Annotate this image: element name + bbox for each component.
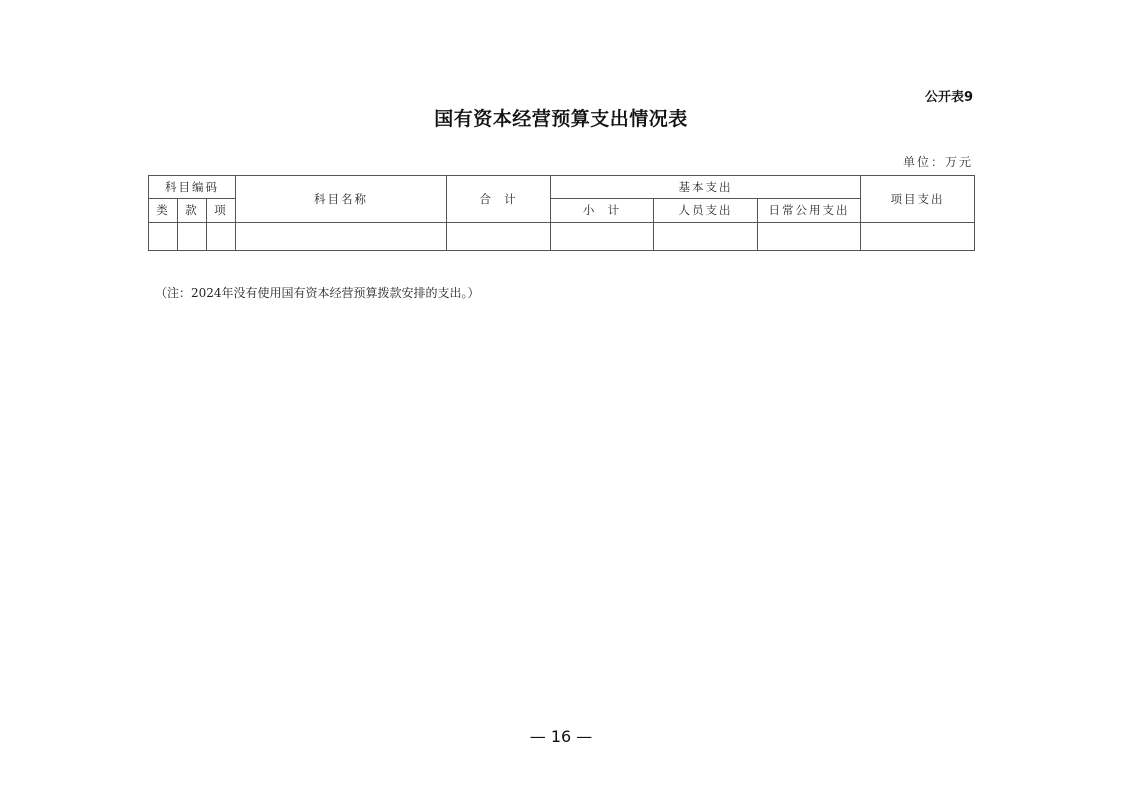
table-row bbox=[149, 223, 975, 251]
table-cell bbox=[758, 223, 861, 251]
form-number: 公开表9 bbox=[924, 90, 973, 105]
table-cell bbox=[149, 223, 178, 251]
project-expenditure-header: 项目支出 bbox=[861, 176, 975, 223]
personnel-expenditure-header: 人员支出 bbox=[654, 199, 758, 223]
subtotal-header: 小 计 bbox=[551, 199, 654, 223]
table-cell bbox=[654, 223, 758, 251]
subject-code-header: 科目编码 bbox=[149, 176, 236, 199]
basic-expenditure-header: 基本支出 bbox=[551, 176, 861, 199]
table-cell bbox=[861, 223, 975, 251]
budget-table bbox=[148, 175, 975, 251]
table-cell bbox=[551, 223, 654, 251]
page-number: — 16 — bbox=[529, 727, 593, 746]
table-cell bbox=[178, 223, 207, 251]
table-cell bbox=[207, 223, 236, 251]
total-header: 合 计 bbox=[447, 176, 551, 223]
table-cell bbox=[236, 223, 447, 251]
item-header: 项 bbox=[207, 199, 236, 223]
public-expenditure-header: 日常公用支出 bbox=[758, 199, 861, 223]
category-header: 类 bbox=[149, 199, 178, 223]
subject-name-header: 科目名称 bbox=[236, 176, 447, 223]
unit-label: 单位：万元 bbox=[902, 155, 973, 169]
footnote: （注：2024年没有使用国有资本经营预算拨款安排的支出。） bbox=[155, 286, 480, 300]
page-title: 国有资本经营预算支出情况表 bbox=[434, 108, 688, 130]
header-row-1 bbox=[149, 176, 975, 199]
section-header: 款 bbox=[178, 199, 207, 223]
table-cell bbox=[447, 223, 551, 251]
